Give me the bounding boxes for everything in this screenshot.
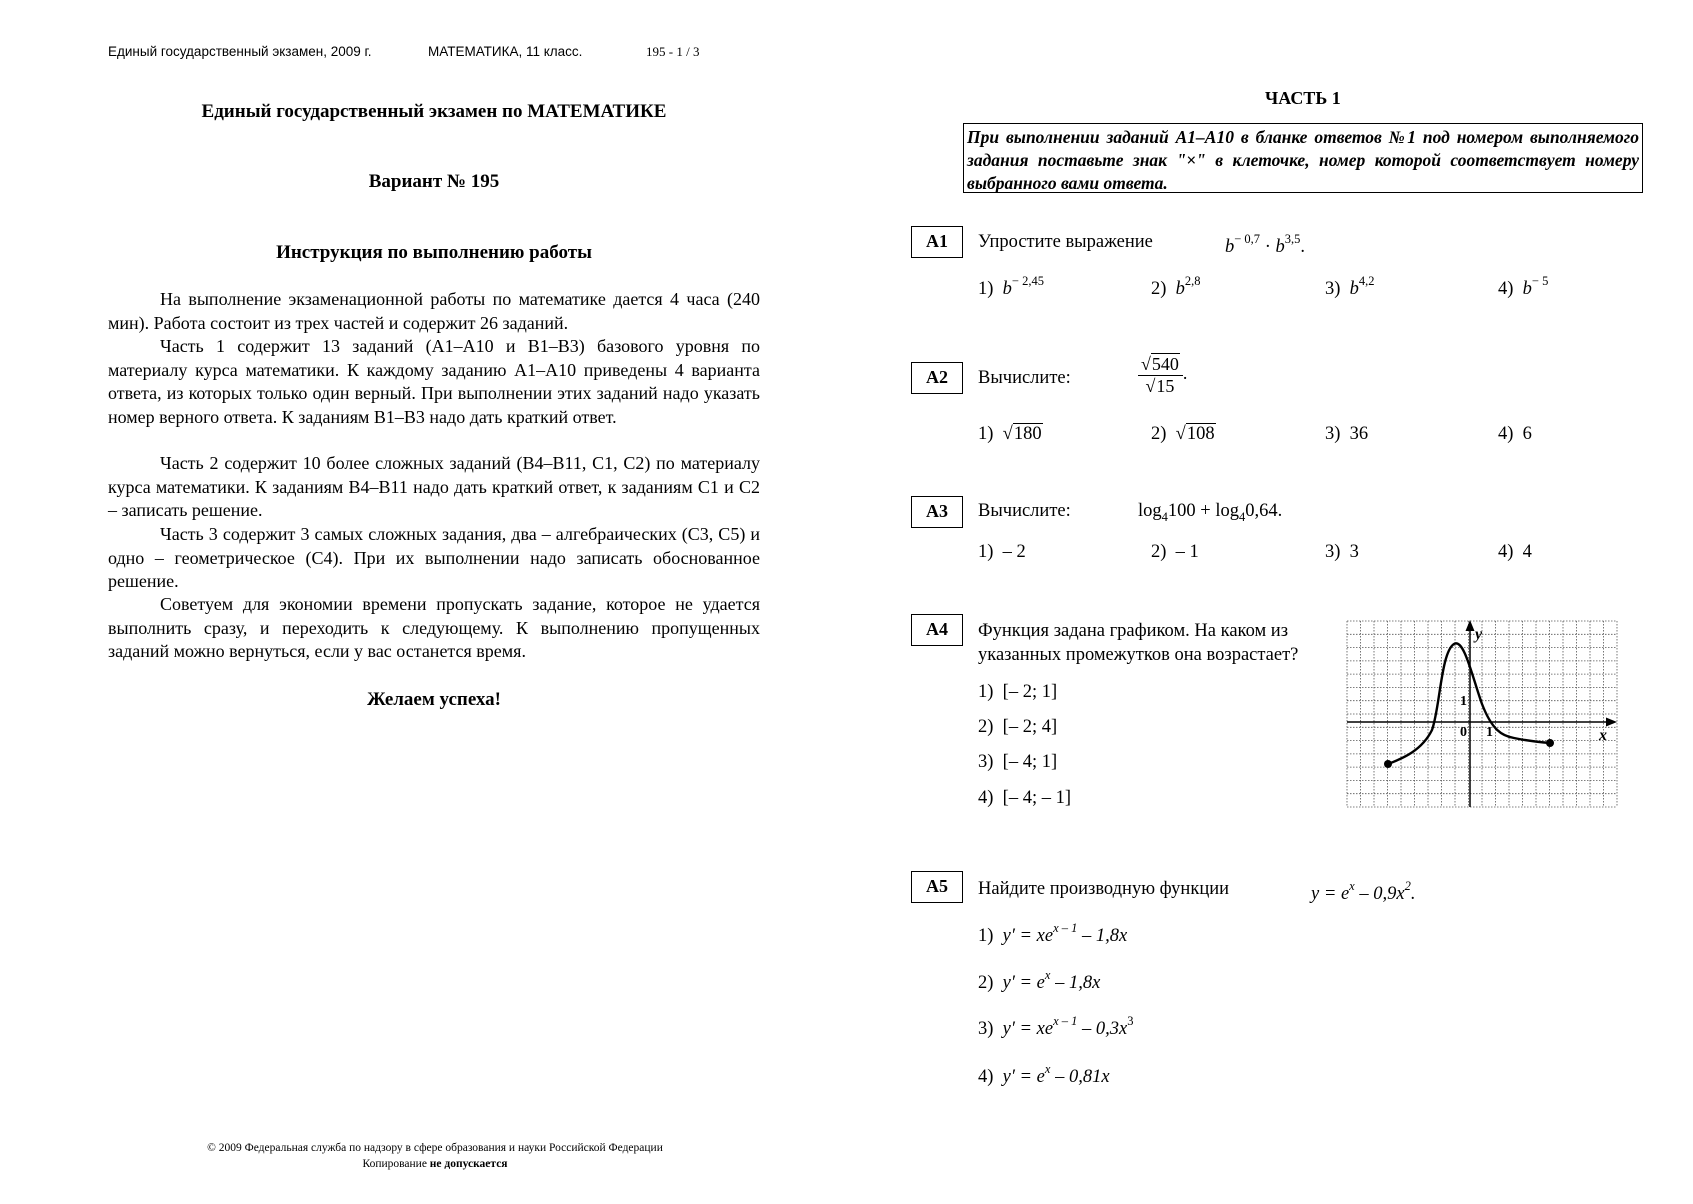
instructions-paragraph: На выполнение экзаменационной работы по математике дается 4 часа (240 мин). Работа состоит из трех частей и содержит 26 заданий. — [108, 289, 760, 333]
a2-option[interactable]: 1) √180 — [978, 424, 1042, 444]
graph-x-label: x — [1599, 727, 1607, 744]
a3-prompt: Вычислите: — [978, 501, 1071, 521]
instructions-paragraph: Часть 1 содержит 13 заданий (А1–А10 и В1–В3) базового уровня по материалу курса математики. К каждому заданию А1–А10 приведены 4 варианта ответа, из которых только один верный. При выполнении этих заданий надо указать номер верного ответа. К заданиям В1–В3 надо дать краткий ответ. — [108, 336, 760, 427]
task-label-a1: А1 — [911, 226, 963, 258]
task-label-a3: А3 — [911, 496, 963, 528]
a3-option[interactable]: 2) – 1 — [1151, 542, 1199, 562]
a4-option[interactable]: 4) [– 4; – 1] — [978, 788, 1072, 808]
variant-title: Вариант № 195 — [368, 171, 500, 192]
a5-option[interactable]: 3) $y' = xe^{x - 1} - 0,3x^3$ — [978, 1014, 1134, 1039]
copyright-prefix: Копирование — [362, 1158, 427, 1170]
part-instruction-box — [963, 123, 1643, 193]
part-title: ЧАСТЬ 1 — [1265, 88, 1341, 108]
a1-expression: $b^{- 0,7} \cdot b^{3,5}$. — [1225, 232, 1305, 257]
a3-option[interactable]: 3) 3 — [1325, 542, 1359, 562]
graph-x-unit-label: 1 — [1486, 725, 1493, 740]
task-label-a5: А5 — [911, 871, 963, 903]
task-label-a4: А4 — [911, 614, 963, 646]
a4-prompt-line1: Функция задана графиком. На каком из — [978, 621, 1289, 641]
a5-option[interactable]: 1) $y' = xe^{x - 1} - 1,8x$ — [978, 921, 1128, 946]
a3-expression: $\log_4100 + \log_40,64$. — [1138, 501, 1283, 524]
a5-prompt: Найдите производную функции — [978, 879, 1230, 899]
graph-y-unit-label: 1 — [1460, 694, 1467, 709]
wish-text: Желаем успеха! — [367, 689, 501, 710]
a1-option[interactable]: 4) $b^{- 5}$ — [1498, 274, 1549, 299]
a5-function: $y = e^x - 0,9x^2$. — [1311, 879, 1416, 904]
instructions-title: Инструкция по выполнению работы — [276, 242, 592, 263]
a2-option[interactable]: 3) 36 — [1325, 424, 1369, 444]
a5-option[interactable]: 2) $y' = e^x - 1,8x$ — [978, 968, 1101, 993]
a2-option[interactable]: 2) √108 — [1151, 424, 1215, 444]
instructions-paragraph: Часть 2 содержит 10 более сложных заданий (В4–В11, С1, С2) по материалу курса математики. К заданиям В4–В11 надо дать краткий ответ, к заданиям С1 и С2 – записать решение. — [108, 453, 760, 520]
a1-option[interactable]: 1) $b^{- 2,45}$ — [978, 274, 1044, 299]
a2-prompt: Вычислите: — [978, 368, 1071, 388]
a4-prompt-line2: указанных промежутков она возрастает? — [978, 645, 1299, 665]
graph-origin-label: 0 — [1460, 725, 1467, 740]
graph-y-label: y — [1475, 626, 1483, 643]
a1-option[interactable]: 2) $b^{2,8}$ — [1151, 274, 1201, 299]
copyright-notice — [135, 1158, 735, 1170]
a4-option[interactable]: 2) [– 2; 4] — [978, 717, 1058, 737]
a3-option[interactable]: 1) – 2 — [978, 542, 1026, 562]
a2-expression: $\frac{√540}{√15}$ . — [1138, 354, 1187, 397]
copyright-bold: не допускается — [429, 1158, 508, 1170]
a1-prompt: Упростите выражение — [978, 232, 1153, 252]
page-title: Единый государственный экзамен по МАТЕМАТИКЕ — [201, 101, 667, 122]
a4-option[interactable]: 1) [– 2; 1] — [978, 682, 1058, 702]
task-label-a2: А2 — [911, 362, 963, 394]
instructions-paragraph: Часть 3 содержит 3 самых сложных задания, два – алгебраических (С3, С5) и одно – геометрическое (С4). При их выполнении надо записать обоснованное решение. — [108, 524, 760, 591]
a5-option[interactable]: 4) $y' = e^x - 0,81x$ — [978, 1062, 1110, 1087]
a4-function-graph — [1344, 618, 1620, 810]
header-page: 195 - 1 / 3 — [646, 44, 700, 59]
a4-option[interactable]: 3) [– 4; 1] — [978, 752, 1058, 772]
copyright-line: © 2009 Федеральная служба по надзору в сфере образования и науки Российской Федерации — [207, 1142, 663, 1154]
part-instruction-text: При выполнении заданий А1–А10 в бланке ответов №1 под номером выполняемого задания поставьте знак "×" в клеточке, номер которой соответствует номеру выбранного вами ответа. — [967, 127, 1639, 193]
a3-option[interactable]: 4) 4 — [1498, 542, 1532, 562]
instructions-paragraph: Советуем для экономии времени пропускать задание, которое не удается выполнить сразу, и переходить к следующему. К выполнению пропущенных заданий можно вернуться, если у вас останется время. — [108, 594, 760, 661]
header-exam: Единый государственный экзамен, 2009 г. — [108, 44, 372, 59]
a2-option[interactable]: 4) 6 — [1498, 424, 1532, 444]
a1-option[interactable]: 3) $b^{4,2}$ — [1325, 274, 1375, 299]
header-subject: МАТЕМАТИКА, 11 класс. — [428, 44, 583, 59]
